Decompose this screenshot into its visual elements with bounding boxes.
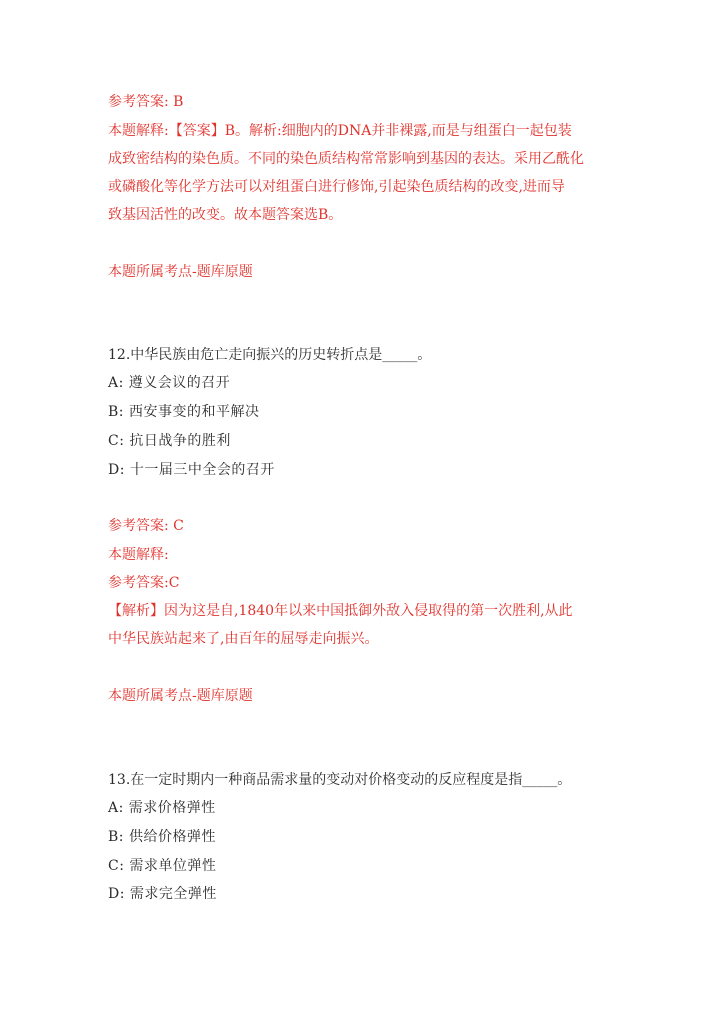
question-13-stem: 13.在一定时期内一种商品需求量的变动对价格变动的反应程度是指_____。 — [108, 772, 572, 788]
source-11: 本题所属考点-题库原题 — [108, 264, 253, 280]
explanation-12-label: 本题解释: — [108, 547, 169, 563]
answer-11: 参考答案: B — [108, 94, 184, 110]
explanation-11-line-2: 成致密结构的染色质。不同的染色质结构常常影响到基因的表达。采用乙酰化 — [108, 151, 584, 167]
analysis-12-line-1: 【解析】因为这是自,1840年以来中国抵御外敌入侵取得的第一次胜利,从此 — [108, 603, 573, 619]
answer-12: 参考答案: C — [108, 518, 184, 534]
question-12-option-d: D: 十一届三中全会的召开 — [108, 462, 275, 478]
question-13-option-a: A: 需求价格弹性 — [108, 800, 216, 816]
analysis-12-line-2: 中华民族站起来了,由百年的屈辱走向振兴。 — [108, 631, 379, 647]
question-12-option-a: A: 遵义会议的召开 — [108, 375, 231, 391]
source-12: 本题所属考点-题库原题 — [108, 688, 253, 704]
explanation-11-line-1: 本题解释:【答案】B。解析:细胞内的DNA并非裸露,而是与组蛋白一起包装 — [108, 123, 572, 139]
explanation-11-line-3: 或磷酸化等化学方法可以对组蛋白进行修饰,引起染色质结构的改变,进而导 — [108, 179, 565, 195]
question-12-stem: 12.中华民族由危亡走向振兴的历史转折点是_____。 — [108, 347, 432, 363]
question-13-option-d: D: 需求完全弹性 — [108, 886, 217, 902]
explanation-11-line-4: 致基因活性的改变。故本题答案选B。 — [108, 207, 343, 223]
question-13-option-c: C: 需求单位弹性 — [108, 858, 217, 874]
answer-12-repeat: 参考答案:C — [108, 575, 180, 591]
question-12-option-b: B: 西安事变的和平解决 — [108, 404, 260, 420]
question-13-option-b: B: 供给价格弹性 — [108, 829, 216, 845]
question-12-option-c: C: 抗日战争的胜利 — [108, 433, 231, 449]
